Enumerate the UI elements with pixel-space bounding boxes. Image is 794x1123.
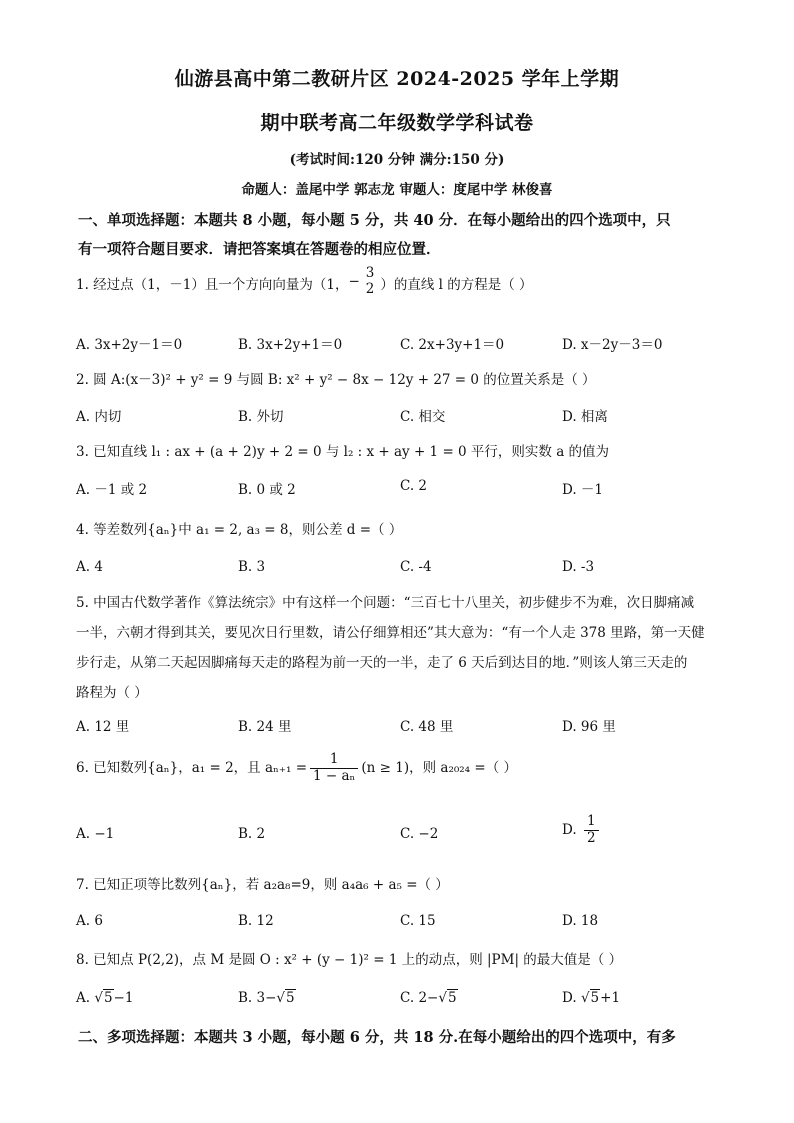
sqrt-symbol: √5 <box>94 990 113 1006</box>
question-1-option-a[interactable]: A. 3x+2y－1＝0 <box>76 337 183 353</box>
question-7-option-a[interactable]: A. 6 <box>76 913 103 929</box>
question-3-option-c[interactable]: C. 2 <box>400 478 428 494</box>
question-7-option-c[interactable]: C. 15 <box>400 913 436 929</box>
question-1-option-b[interactable]: B. 3x+2y+1＝0 <box>238 337 343 353</box>
question-5-option-d[interactable]: D. 96 里 <box>562 719 616 735</box>
question-1-options <box>76 333 736 355</box>
exam-info: (考试时间:120 分钟 满分:150 分) <box>289 152 505 168</box>
question-8-stem: 8. 已知点 P(2,2)，点 M 是圆 O : x² + (y − 1)² = 1 上的动点，则 |PM| 的最大值是（ ） <box>76 952 623 968</box>
question-6-stem-b: (n ≥ 1)，则 a₂₀₂₄ =（ ） <box>361 760 517 777</box>
question-2-option-b[interactable]: B. 外切 <box>238 409 284 425</box>
question-7-options <box>76 913 736 935</box>
question-1-stem-b: ）的直线 l 的方程是（ ） <box>380 277 533 294</box>
sqrt-symbol: √5 <box>276 990 295 1006</box>
exam-title-line2: 期中联考高二年级数学学科试卷 <box>260 112 534 134</box>
question-6-option-b[interactable]: B. 2 <box>238 826 266 842</box>
sqrt-symbol: √5 <box>580 990 600 1006</box>
question-3-option-d[interactable]: D. －1 <box>562 482 604 498</box>
question-5-line4: 路程为（ ） <box>76 685 148 701</box>
question-8-option-a[interactable]: A. √5−1 <box>76 990 134 1006</box>
question-4-option-c[interactable]: C. -4 <box>400 559 432 575</box>
question-1-option-d[interactable]: D. x－2y－3＝0 <box>562 337 663 353</box>
question-5-stem <box>76 588 720 708</box>
question-6-option-d-fraction: $\frac{1}{2}$ <box>584 814 599 846</box>
question-4-option-d[interactable]: D. -3 <box>562 559 595 575</box>
question-2-option-c[interactable]: C. 相交 <box>400 409 446 425</box>
question-3-options <box>76 478 736 500</box>
sqrt-symbol: √5 <box>438 990 457 1006</box>
question-2-option-a[interactable]: A. 内切 <box>76 409 122 425</box>
question-1 <box>76 265 720 301</box>
question-6-option-c[interactable]: C. −2 <box>400 826 439 842</box>
question-2-options <box>76 405 736 427</box>
question-5-option-b[interactable]: B. 24 里 <box>238 719 292 735</box>
question-5-line1: 5. 中国古代数学著作《算法统宗》中有这样一个问题：“三百七十八里关，初步健步不为难，次日脚痛减 <box>76 595 695 611</box>
question-6 <box>76 752 720 784</box>
question-4-stem: 4. 等差数列{aₙ}中 a₁ = 2, a₃ = 8，则公差 d =（ ） <box>76 522 403 538</box>
question-6-options <box>76 813 736 856</box>
question-5-line3: 步行走，从第二天起因脚痛每天走的路程为前一天的一半，走了 6 天后到达目的地．”则该人第三天走的 <box>76 655 688 671</box>
question-3-option-a[interactable]: A. －1 或 2 <box>76 482 148 498</box>
question-6-stem-a: 6. 已知数列{aₙ}，a₁ = 2，且 aₙ₊₁ = <box>76 760 308 777</box>
question-1-option-c[interactable]: C. 2x+3y+1＝0 <box>400 337 505 353</box>
question-8-options <box>76 990 736 1012</box>
question-5-option-a[interactable]: A. 12 里 <box>76 719 130 735</box>
question-5-line2: 一半，六朝才得到其关，要见次日行里数，请公仔细算相还”其大意为：“有一个人走 378 里路，第一天健 <box>76 625 705 641</box>
section1-heading-line2: 有一项符合题目要求．请把答案填在答题卷的相应位置． <box>78 241 441 258</box>
question-7-option-d[interactable]: D. 18 <box>562 913 599 929</box>
question-5-options <box>76 715 736 737</box>
question-6-option-d[interactable]: D. $\frac{1}{2}$ <box>562 814 602 846</box>
exam-authors: 命题人：盖尾中学 郭志龙 审题人：度尾中学 林俊喜 <box>241 182 553 198</box>
question-6-option-a[interactable]: A. −1 <box>76 826 115 842</box>
question-1-stem-a: 1. 经过点（1，－1）且一个方向向量为（1， <box>76 277 349 294</box>
question-2-option-d[interactable]: D. 相离 <box>562 409 608 425</box>
question-4-option-b[interactable]: B. 3 <box>238 559 266 575</box>
question-7-option-b[interactable]: B. 12 <box>238 913 274 929</box>
question-2-stem: 2. 圆 A:(x－3)² + y² = 9 与圆 B: x² + y² − 8x − 12y + 27 = 0 的位置关系是（ ） <box>76 372 596 388</box>
question-3-stem: 3. 已知直线 l₁ : ax + (a + 2)y + 2 = 0 与 l₂ : x + ay + 1 = 0 平行，则实数 a 的值为 <box>76 444 610 460</box>
question-3-option-b[interactable]: B. 0 或 2 <box>238 482 296 498</box>
section1-heading <box>78 206 718 264</box>
section1-heading-line1: 一、单项选择题：本题共 8 小题，每小题 5 分，共 40 分．在每小题给出的四个选项中，只 <box>78 212 671 229</box>
question-5-option-c[interactable]: C. 48 里 <box>400 719 454 735</box>
question-6-fraction: $\frac{1}{\text{1 − aₙ}}$ <box>310 752 358 784</box>
question-8-option-b[interactable]: B. 3−√5 <box>238 990 295 1006</box>
question-4-options <box>76 559 736 581</box>
question-1-fraction: 3 2 <box>365 265 375 297</box>
question-1-frac-sign: − <box>348 273 360 290</box>
exam-title-line1: 仙游县高中第二教研片区 2024-2025 学年上学期 <box>174 68 620 90</box>
question-8-option-c[interactable]: C. 2−√5 <box>400 990 457 1006</box>
question-8-option-d[interactable]: D. √5+1 <box>562 990 621 1006</box>
question-7-stem: 7. 已知正项等比数列{aₙ}，若 a₂a₈=9，则 a₄a₆ + a₅ =（ ） <box>76 877 449 893</box>
question-4-option-a[interactable]: A. 4 <box>76 559 103 575</box>
section2-heading: 二、多项选择题：本题共 3 小题，每小题 6 分，共 18 分.在每小题给出的四个选项中，有多 <box>78 1029 676 1046</box>
